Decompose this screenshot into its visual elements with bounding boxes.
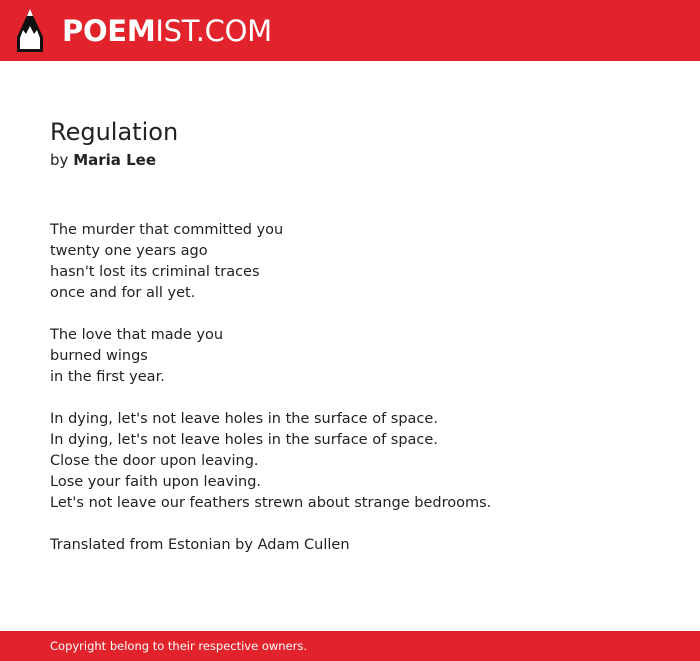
author-link[interactable]: Maria Lee — [73, 151, 157, 169]
copyright-text: Copyright belong to their respective owners. — [50, 639, 308, 653]
poem-line: in the first year. — [50, 369, 165, 385]
poem-line: In dying, let's not leave holes in the surface of space. — [50, 432, 438, 448]
poem-stanza-2 — [50, 325, 660, 388]
site-logo-text — [62, 13, 272, 49]
poem-line: The murder that committed you — [50, 222, 284, 238]
poem-line: twenty one years ago — [50, 243, 208, 259]
translation-note: Translated from Estonian by Adam Cullen — [50, 537, 350, 553]
poem-body — [50, 220, 660, 556]
poem-line: The love that made you — [50, 327, 224, 343]
logo-bold-part: POEM — [62, 14, 156, 48]
poem-stanza-3 — [50, 409, 660, 514]
logo-light-part: IST.COM — [155, 14, 272, 48]
poem-line: hasn't lost its criminal traces — [50, 264, 260, 280]
poem-line: burned wings — [50, 348, 148, 364]
poem-byline — [50, 149, 660, 171]
poem-stanza-1 — [50, 220, 660, 304]
site-header — [0, 0, 700, 61]
poem-content — [50, 116, 660, 556]
site-footer — [0, 631, 700, 661]
byline-prefix: by — [50, 151, 69, 169]
poem-line: once and for all yet. — [50, 285, 196, 301]
poem-line: In dying, let's not leave holes in the surface of space. — [50, 411, 438, 427]
pencil-tip-icon — [17, 9, 43, 52]
poem-line: Let's not leave our feathers strewn about strange bedrooms. — [50, 495, 492, 511]
poem-line: Close the door upon leaving. — [50, 453, 259, 469]
poem-line: Lose your faith upon leaving. — [50, 474, 262, 490]
poem-title: Regulation — [50, 118, 179, 146]
